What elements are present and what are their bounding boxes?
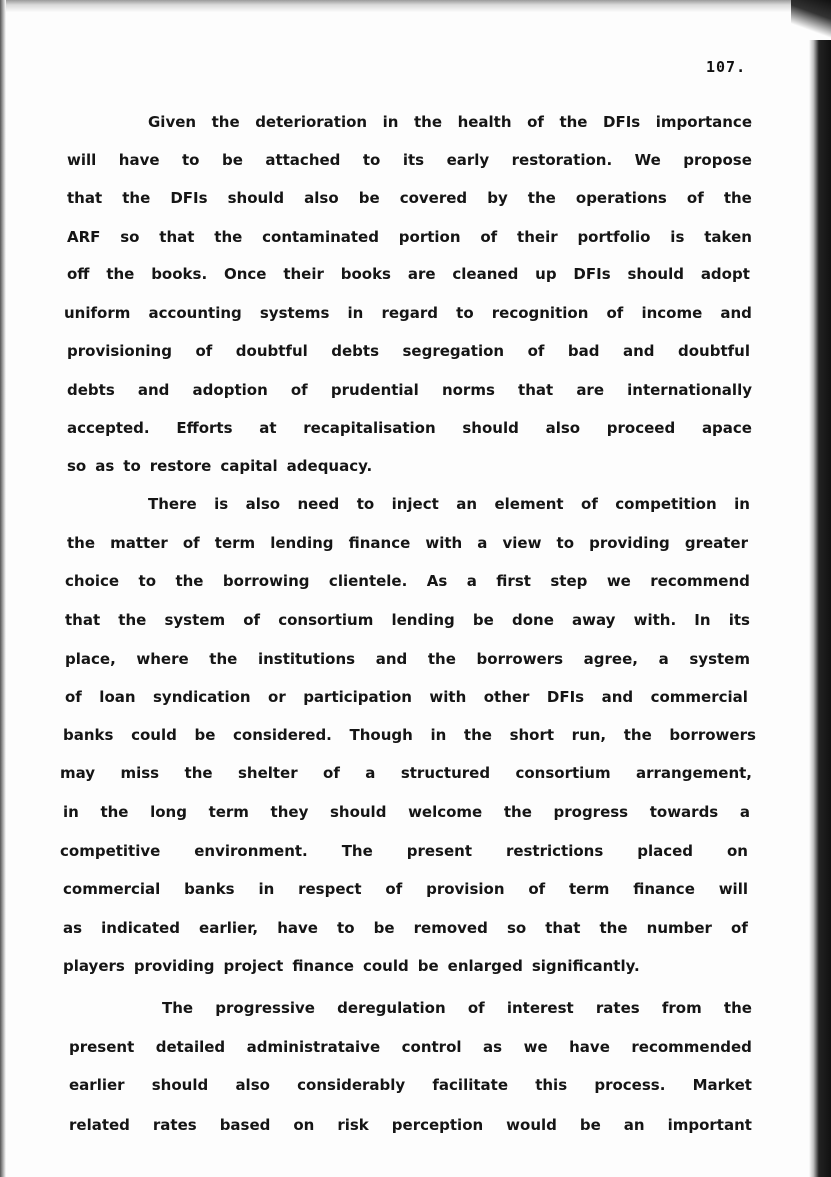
word: recapitalisation [303, 419, 436, 437]
text-line [65, 648, 750, 670]
word: of [606, 304, 624, 322]
word: their [283, 265, 324, 283]
word: DFIs [170, 189, 208, 207]
word: portion [398, 228, 461, 246]
scan-left-edge [0, 0, 6, 1177]
word: books [340, 265, 391, 283]
word: the [118, 611, 147, 629]
word: be [417, 957, 439, 975]
word: of [528, 880, 546, 898]
word: welcome [408, 803, 483, 821]
word: operations [575, 189, 667, 207]
word: to [337, 919, 355, 937]
word: Though [349, 726, 413, 744]
word: doubtful [678, 342, 750, 360]
word: accounting [148, 304, 242, 322]
word: important [667, 1116, 752, 1134]
word: capital [220, 457, 278, 475]
word: restore [149, 457, 212, 475]
word: also [304, 189, 339, 207]
word: of [527, 342, 545, 360]
word: facilitate [432, 1076, 508, 1094]
word: have [569, 1038, 610, 1056]
word: segregation [402, 342, 505, 360]
word: clientele. [328, 572, 408, 590]
word: and [137, 381, 170, 399]
word: at [259, 419, 277, 437]
word: term [569, 880, 610, 898]
word: finance [292, 957, 354, 975]
word: cleaned [452, 265, 519, 283]
word: would [506, 1116, 557, 1134]
word: short [509, 726, 555, 744]
word: to [138, 572, 157, 590]
word: system [689, 650, 750, 668]
word: may [60, 764, 96, 782]
word: be [579, 1116, 601, 1134]
word: done [511, 611, 554, 629]
word: providing [133, 957, 215, 975]
word: environment. [194, 842, 308, 860]
word: the [414, 113, 443, 131]
word: restrictions [505, 842, 604, 860]
word: the [106, 265, 135, 283]
text-line [67, 263, 750, 285]
word: and [622, 342, 655, 360]
text-line [63, 801, 750, 823]
word: commercial [650, 688, 748, 706]
word: so [67, 457, 87, 475]
word: As [426, 572, 448, 590]
word: Given [148, 113, 197, 131]
text-line [65, 686, 748, 708]
word: on [726, 842, 748, 860]
word: and [375, 650, 408, 668]
word: deregulation [337, 999, 446, 1017]
word: the [122, 189, 151, 207]
word: related [69, 1116, 130, 1134]
word: should [227, 189, 285, 207]
word: could [362, 957, 409, 975]
word: in [63, 803, 79, 821]
word: as [63, 919, 83, 937]
word: enlarged [447, 957, 523, 975]
word: of [467, 999, 485, 1017]
word: of [290, 381, 308, 399]
word: the [214, 228, 243, 246]
word: Efforts [176, 419, 233, 437]
word: so [506, 919, 527, 937]
word: to [123, 457, 141, 475]
word: should [329, 803, 387, 821]
word: earlier [69, 1076, 125, 1094]
word: administrataive [246, 1038, 381, 1056]
word: are [576, 381, 605, 399]
word: lending [270, 534, 334, 552]
word: be [358, 189, 380, 207]
word: lending [391, 611, 455, 629]
word: banks [63, 726, 114, 744]
word: norms [441, 381, 495, 399]
word: of [731, 919, 748, 937]
word: provision [426, 880, 505, 898]
word: their [517, 228, 558, 246]
word: of [581, 495, 598, 513]
word: the [559, 113, 588, 131]
word: a [466, 572, 477, 590]
word: detailed [155, 1038, 226, 1056]
word: and [601, 688, 634, 706]
word: consortium [515, 764, 611, 782]
word: in [382, 113, 399, 131]
text-line [67, 455, 372, 477]
word: a [365, 764, 376, 782]
word: the [599, 919, 628, 937]
word: be [221, 151, 243, 169]
word: of [182, 534, 200, 552]
word: on [293, 1116, 315, 1134]
word: DFIs [546, 688, 585, 706]
word: present [406, 842, 472, 860]
word: the [427, 650, 456, 668]
word: will [718, 880, 748, 898]
word: need [297, 495, 340, 513]
word: this [535, 1076, 568, 1094]
word: loan [99, 688, 136, 706]
word: is [214, 495, 229, 513]
text-line [67, 532, 748, 554]
word: of [527, 113, 544, 131]
word: propose [683, 151, 752, 169]
word: interest [506, 999, 574, 1017]
word: The [162, 999, 194, 1017]
word: that [159, 228, 195, 246]
word: arrangement, [636, 764, 752, 782]
word: participation [303, 688, 412, 706]
word: to [556, 534, 575, 552]
word: is [670, 228, 685, 246]
word: placed [637, 842, 694, 860]
word: we [523, 1038, 548, 1056]
text-line [63, 917, 748, 939]
word: recommend [650, 572, 750, 590]
word: be [373, 919, 395, 937]
word: towards [649, 803, 719, 821]
word: away [572, 611, 616, 629]
word: system [164, 611, 226, 629]
word: view [502, 534, 542, 552]
word: portfolio [577, 228, 651, 246]
word: also [545, 419, 581, 437]
word: should [151, 1076, 209, 1094]
word: of [65, 688, 82, 706]
word: control [401, 1038, 462, 1056]
word: run, [571, 726, 607, 744]
word: the [184, 764, 213, 782]
word: project [223, 957, 284, 975]
word: rates [152, 1116, 197, 1134]
word: restoration. [511, 151, 613, 169]
text-line [67, 187, 752, 209]
word: In [694, 611, 711, 629]
word: first [496, 572, 531, 590]
word: DFIs [573, 265, 611, 283]
word: bad [567, 342, 600, 360]
word: adopt [700, 265, 750, 283]
word: long [150, 803, 187, 821]
word: competition [615, 495, 717, 513]
word: The [341, 842, 373, 860]
word: of [195, 342, 213, 360]
word: as [95, 457, 115, 475]
text-line [67, 149, 752, 171]
word: other [483, 688, 530, 706]
word: the [67, 534, 96, 552]
word: should [627, 265, 684, 283]
word: where [136, 650, 189, 668]
word: a [739, 803, 750, 821]
word: indicated [101, 919, 180, 937]
text-line [67, 340, 750, 362]
word: banks [184, 880, 235, 898]
word: in [734, 495, 750, 513]
word: perception [391, 1116, 484, 1134]
word: as [483, 1038, 503, 1056]
text-line [64, 302, 752, 324]
word: so [120, 228, 140, 246]
word: books. [151, 265, 208, 283]
word: of [243, 611, 261, 629]
word: earlier, [199, 919, 259, 937]
word: also [245, 495, 281, 513]
word: that [65, 611, 101, 629]
word: that [518, 381, 554, 399]
word: adequacy. [286, 457, 373, 475]
word: of [480, 228, 498, 246]
word: with. [633, 611, 677, 629]
word: agree, [583, 650, 638, 668]
word: the [723, 999, 752, 1017]
word: systems [259, 304, 330, 322]
word: There [148, 495, 197, 513]
page-number: 107. [706, 58, 747, 76]
word: DFIs [603, 113, 641, 131]
text-line [65, 609, 750, 631]
word: a [477, 534, 488, 552]
text-line [69, 1036, 752, 1058]
word: that [67, 189, 103, 207]
word: also [235, 1076, 270, 1094]
text-line [63, 955, 640, 977]
word: up [535, 265, 557, 283]
word: that [545, 919, 581, 937]
word: competitive [60, 842, 161, 860]
word: debts [331, 342, 380, 360]
word: players [63, 957, 125, 975]
word: be [194, 726, 216, 744]
scan-right-edge [809, 14, 831, 1177]
word: structured [400, 764, 491, 782]
word: Once [223, 265, 267, 283]
word: the [209, 650, 238, 668]
text-line [67, 379, 752, 401]
word: from [661, 999, 702, 1017]
word: present [69, 1038, 135, 1056]
word: borrowers [476, 650, 564, 668]
word: a [658, 650, 669, 668]
word: its [402, 151, 425, 169]
word: taken [704, 228, 752, 246]
text-line [60, 840, 748, 862]
word: health [457, 113, 512, 131]
word: apace [701, 419, 752, 437]
word: rates [595, 999, 640, 1017]
word: provisioning [67, 342, 172, 360]
word: will [67, 151, 97, 169]
word: recognition [491, 304, 589, 322]
word: in [430, 726, 447, 744]
word: early [446, 151, 490, 169]
word: process. [594, 1076, 666, 1094]
word: place, [65, 650, 116, 668]
word: should [462, 419, 519, 437]
word: the [211, 113, 240, 131]
text-line [60, 762, 752, 784]
word: choice [65, 572, 120, 590]
word: shelter [237, 764, 298, 782]
scan-top-edge [0, 0, 831, 12]
word: an [623, 1116, 645, 1134]
word: accepted. [67, 419, 150, 437]
word: covered [399, 189, 468, 207]
word: the [100, 803, 129, 821]
word: regard [381, 304, 439, 322]
word: the [527, 189, 556, 207]
word: borrowing [222, 572, 310, 590]
word: progress [553, 803, 629, 821]
word: number [646, 919, 712, 937]
text-line [69, 1114, 752, 1136]
word: term [214, 534, 256, 552]
word: recommended [631, 1038, 752, 1056]
text-line [148, 111, 752, 133]
word: inject [391, 495, 439, 513]
word: matter [110, 534, 168, 552]
word: of [686, 189, 704, 207]
word: income [641, 304, 703, 322]
word: borrowers [669, 726, 756, 744]
word: are [407, 265, 436, 283]
word: could [131, 726, 177, 744]
word: debts [67, 381, 115, 399]
word: the [723, 189, 752, 207]
word: adoption [192, 381, 268, 399]
word: prudential [330, 381, 419, 399]
text-line [65, 570, 750, 592]
word: institutions [257, 650, 356, 668]
word: We [634, 151, 661, 169]
text-line [63, 724, 756, 746]
text-line [67, 226, 752, 248]
word: be [472, 611, 494, 629]
word: providing [589, 534, 670, 552]
word: progressive [215, 999, 315, 1017]
scan-corner-shadow [791, 0, 831, 40]
word: based [219, 1116, 271, 1134]
word: its [728, 611, 750, 629]
word: to [362, 151, 381, 169]
word: step [550, 572, 588, 590]
word: of [323, 764, 340, 782]
word: in [347, 304, 364, 322]
word: attached [265, 151, 341, 169]
word: proceed [606, 419, 676, 437]
word: finance [348, 534, 411, 552]
word: with [429, 688, 467, 706]
word: to [456, 304, 474, 322]
word: removed [413, 919, 488, 937]
word: have [277, 919, 318, 937]
word: Market [692, 1076, 752, 1094]
word: miss [120, 764, 160, 782]
word: deterioration [255, 113, 368, 131]
text-line [69, 1074, 752, 1096]
word: the [503, 803, 532, 821]
word: risk [337, 1116, 369, 1134]
word: off [67, 265, 90, 283]
word: they [270, 803, 309, 821]
word: in [258, 880, 275, 898]
word: doubtful [235, 342, 308, 360]
word: with [425, 534, 463, 552]
word: term [208, 803, 249, 821]
word: the [623, 726, 652, 744]
word: considered. [233, 726, 332, 744]
word: greater [684, 534, 748, 552]
word: internationally [627, 381, 752, 399]
word: uniform [64, 304, 131, 322]
word: of [385, 880, 403, 898]
word: to [182, 151, 200, 169]
word: consortium [278, 611, 374, 629]
word: finance [633, 880, 695, 898]
word: commercial [63, 880, 161, 898]
text-line [63, 878, 748, 900]
word: ARF [67, 228, 101, 246]
text-line [148, 493, 750, 515]
word: have [118, 151, 160, 169]
word: by [487, 189, 508, 207]
word: significantly. [531, 957, 640, 975]
word: an [456, 495, 478, 513]
word: or [268, 688, 286, 706]
text-line [162, 997, 752, 1019]
word: to [356, 495, 375, 513]
word: contaminated [262, 228, 379, 246]
word: syndication [153, 688, 251, 706]
word: and [720, 304, 752, 322]
word: element [494, 495, 564, 513]
word: the [175, 572, 204, 590]
text-line [67, 417, 752, 439]
word: the [463, 726, 492, 744]
word: we [606, 572, 631, 590]
word: considerably [297, 1076, 406, 1094]
word: respect [298, 880, 362, 898]
word: importance [655, 113, 752, 131]
